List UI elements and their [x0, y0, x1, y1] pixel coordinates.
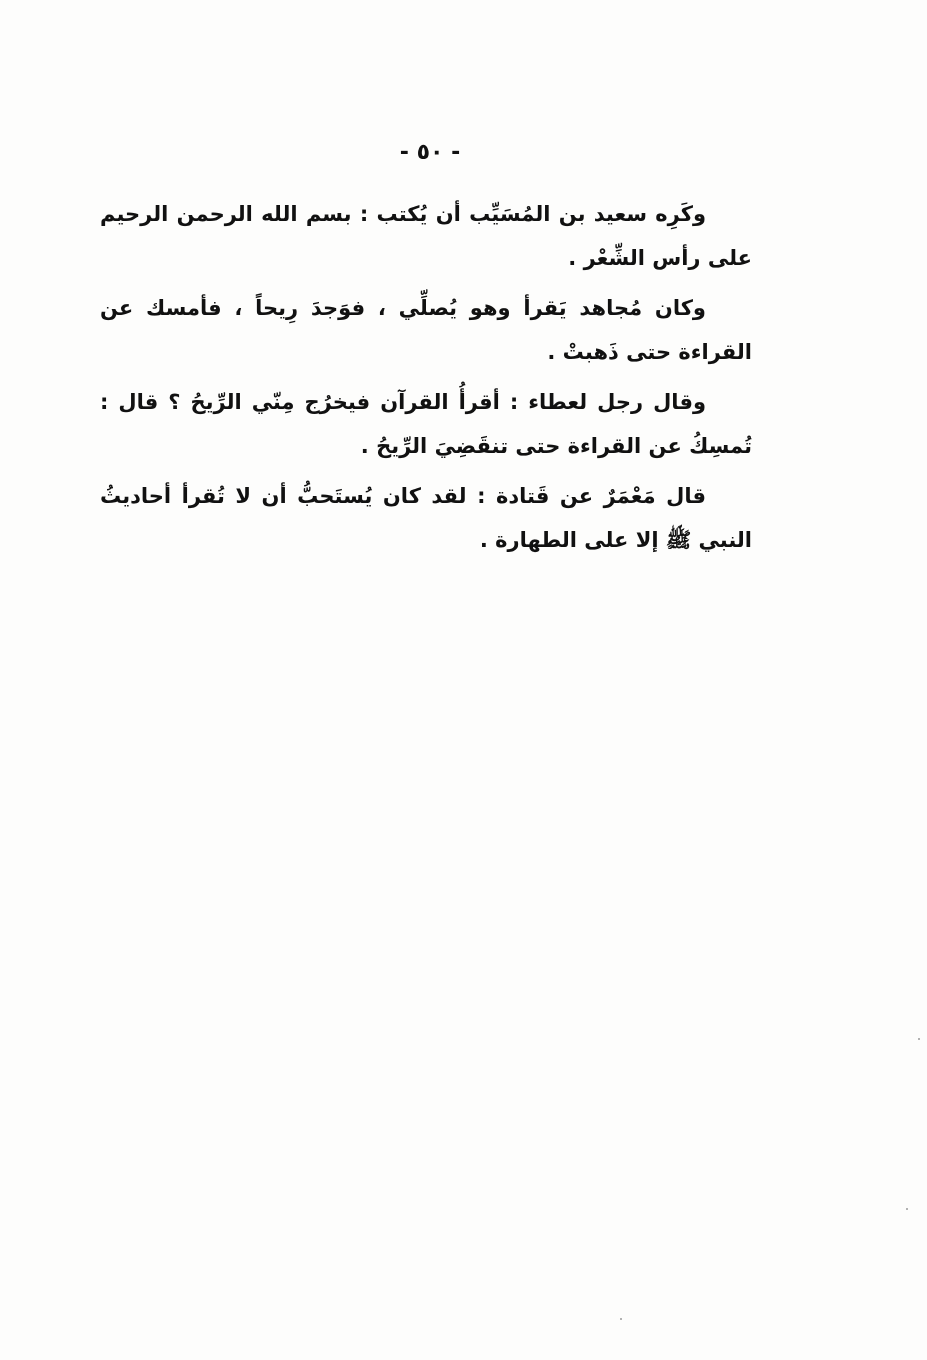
scan-speck [906, 1208, 908, 1210]
paragraph-2: وكان مُجاهد يَقرأ وهو يُصلِّي ، فوَجدَ رِيحاً ، فأمسك عن القراءة حتى ذَهبتْ . [100, 296, 752, 364]
scan-speck [918, 1038, 920, 1040]
scan-speck [620, 1318, 622, 1320]
page-number: - ٥٠ - [399, 140, 461, 165]
paragraph-4: قال مَعْمَرٌ عن قَتادة : لقد كان يُستَحبُّ أن لا تُقرأ أحاديثُ النبي ﷺ إلا على الطهارة . [100, 484, 752, 552]
body-text [100, 192, 752, 568]
paragraph-1: وكَرِه سعيد بن المُسَيِّب أن يُكتب : بسم الله الرحمن الرحيم على رأس الشِّعْر . [100, 202, 752, 270]
paragraph-3: وقال رجل لعطاء : أقرأُ القرآن فيخرُج مِنّي الرِّيحُ ؟ قال : تُمسِكُ عن القراءة حتى تنقَضِيَ الرِّيحُ . [100, 390, 752, 458]
